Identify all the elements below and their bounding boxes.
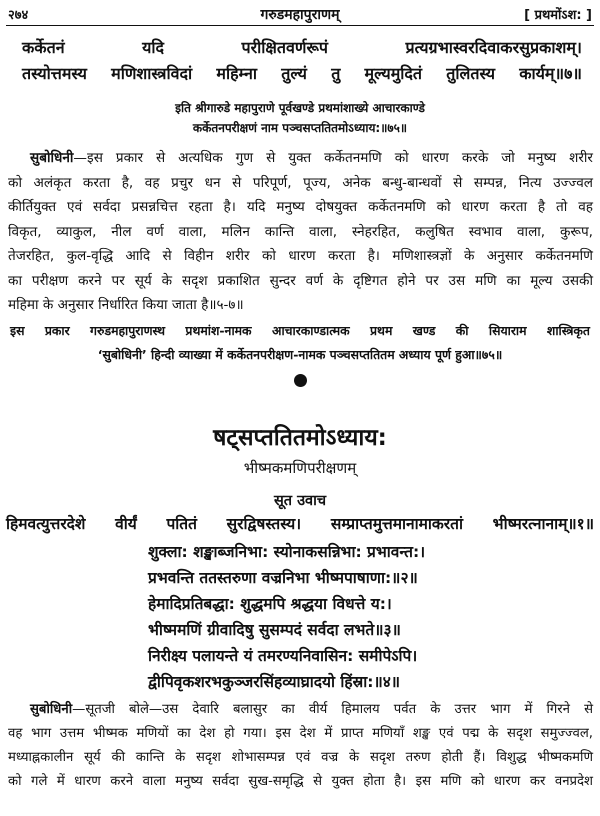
page-number: २७४	[8, 8, 29, 23]
verse-1: हिमवत्युत्तरदेशे वीर्यं पतितं सुरद्विषस्तस्य। सम्प्राप्तमुत्तमानामाकरतां भीष्मरत्नानाम्॥१॥	[6, 515, 594, 533]
colophon-line-1: इति श्रीगारुडे महापुराणे पूर्वखण्डे प्रथमांशाख्ये आचारकाण्डे	[175, 101, 425, 115]
verse-4a: निरीक्ष्य पलायन्ते यं तमरण्यनिवासिन: समीपेऽपि।	[148, 647, 418, 665]
commentary-1-line-4: विकृत, व्याकुल, नील वर्ण वाला, मलिन कान्ति वाला, स्नेहरहित, कलुषित स्वभाव वाला, कुरूप,	[8, 223, 593, 240]
verse-line-1: कर्केतनं यदि परीक्षितवर्णरूपं प्रत्यग्रभास्वरदिवाकरसुप्रकाशम्।	[22, 38, 582, 57]
colophon-line-2: कर्केतनपरीक्षणं नाम पञ्चसप्ततितमोऽध्याय:॥७५॥	[192, 121, 408, 135]
commentary-1-line-1	[8, 146, 593, 171]
header-rule	[6, 25, 594, 26]
summary-line-2: ‘सुबोधिनी’ हिन्दी व्याख्या में कर्केतनपरीक्षण-नामक पञ्चसप्ततितम अध्याय पूर्ण हुआ॥७५॥	[97, 347, 503, 362]
commentary-paragraph-1	[8, 146, 593, 318]
speaker-label: सूत उवाच	[273, 493, 327, 509]
chapter-subtitle: भीष्मकमणिपरीक्षणम्	[243, 459, 357, 477]
summary-line-1: इस प्रकार गरुडमहापुराणस्थ प्रथमांश-नामक आचारकाण्डात्मक प्रथम खण्ड की सियाराम शास्त्रिकृत	[10, 323, 590, 338]
verse-line-2: तस्योत्तमस्य मणिशास्त्रविदां महिम्ना तुल्यं तु मूल्यमुदितं तुलितस्य कार्यम्॥७॥	[22, 64, 582, 83]
running-title: गरुडमहापुराणम्	[260, 7, 340, 23]
verse-2a: शुक्ला: शङ्खाब्जनिभा: स्योनाकसन्निभा: प्रभावन्त:।	[148, 543, 426, 561]
commentary-2-line-4: को गले में धारण करने वाला मनुष्य सर्वदा सुख-समृद्धि से युक्त होता है। इस मणि को धारण कर वनप्रदेश	[8, 774, 593, 789]
commentary-paragraph-2	[8, 698, 593, 794]
section-label: [ प्रथमोंऽश: ]	[524, 8, 592, 23]
verse-4b: द्वीपिवृकशरभकुञ्जरसिंहव्याघ्रादयो हिंस्रा:॥४॥	[148, 673, 401, 691]
commentary-2-line-1	[8, 698, 593, 722]
verse-3b: भीष्ममणिं ग्रीवादिषु सुसम्पदं सर्वदा लभते॥३॥	[148, 621, 401, 639]
verse-3a: हेमादिप्रतिबद्धा: शुद्धमपि श्रद्धया विधत्ते य:।	[148, 595, 392, 613]
commentary-2-lead: सुबोधिनी	[30, 702, 73, 717]
commentary-1-line-3: कीर्तियुक्त एवं सर्वदा प्रसन्नचित्त रहता है। यदि मनुष्य दोषयुक्त कर्केतनमणि को धारण करता है तो वह	[8, 199, 593, 215]
commentary-lead: सुबोधिनी	[30, 150, 74, 166]
section-divider-dot	[294, 374, 307, 387]
commentary-2-text-1: —सूतजी बोले—उस देवारि बलासुर का वीर्य हिमालय पर्वत के उत्तर भाग में गिरने से	[72, 702, 593, 717]
verse-2b: प्रभवन्ति ततस्तरुणा वज्रनिभा भीष्मपाषाणा:॥२॥	[148, 569, 418, 587]
commentary-2-line-2: वह भाग उत्तम भीष्मक मणियों का देश हो गया। इस देश में प्राप्त मणियाँ शङ्ख एवं पद्म के सदृश समुज्ज्वल,	[8, 726, 593, 741]
commentary-1-text-1: —इस प्रकार से अत्यधिक गुण से युक्त कर्केतनमणि को धारण करके जो मनुष्य शरीर	[73, 150, 593, 166]
commentary-2-line-3: मध्याह्नकालीन सूर्य की कान्ति के सदृश शोभासम्पन्न एवं वज्र के सदृश तरुण होती हैं। विशुद्ध भीष्मकमणि	[8, 750, 593, 765]
chapter-title: षट्सप्ततितमोऽध्याय:	[213, 425, 387, 451]
commentary-1-line-7: महिमा के अनुसार निर्धारित किया जाता है॥५-७॥	[8, 297, 244, 313]
commentary-1-line-2: को अलंकृत करता है, वह प्रचुर धन से परिपूर्ण, पूज्य, अनेक बन्धु-बान्धवों से सम्पन्न, नित्य उज्ज्वल	[8, 174, 593, 191]
commentary-1-line-6: का परीक्षण करने पर सूर्य के सदृश प्रकाशित सुन्दर वर्ण के दृष्टिगत होने पर उस मणि का मूल्य उसकी	[8, 272, 593, 289]
commentary-1-line-5: तेजरहित, कुल-वृद्धि आदि से विहीन शरीर को धारण करता है। मणिशास्त्रज्ञों के अनुसार कर्केतनमणि	[8, 248, 593, 264]
